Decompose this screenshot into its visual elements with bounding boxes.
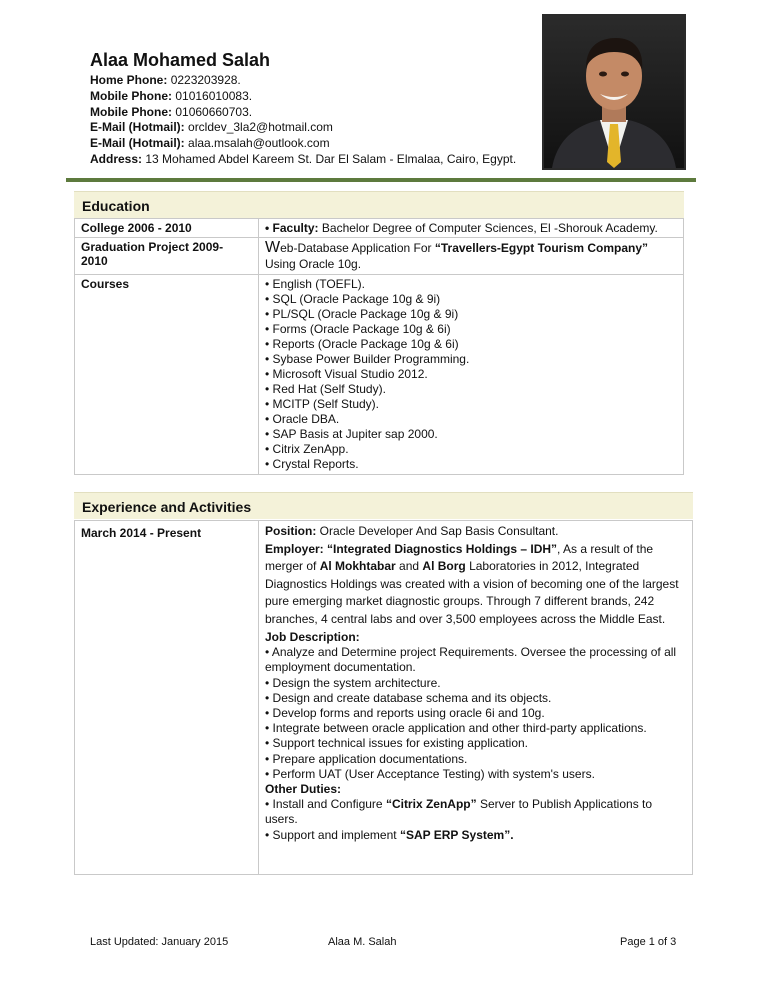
list-item: • Develop forms and reports using oracle 6i and 10g.: [265, 706, 545, 721]
email-label-1: E-Mail (Hotmail):: [90, 120, 185, 135]
experience-table: [74, 520, 693, 875]
mobile-phone-row-2: [90, 105, 516, 121]
mobile-phone-label-2: Mobile Phone:: [90, 104, 172, 119]
resume-name: Alaa Mohamed Salah: [90, 50, 271, 70]
profile-photo: [542, 14, 686, 170]
list-item: • Citrix ZenApp.: [265, 442, 349, 456]
project-years-end: 2010: [81, 254, 108, 268]
project-label-cell: [75, 238, 259, 275]
mobile-phone-value-1: 01016010083.: [175, 88, 253, 103]
faculty-label: • Faculty:: [265, 221, 319, 235]
other-1-b: “Citrix ZenApp”: [385, 797, 477, 812]
project-text-a: eb-Database Application For: [280, 241, 435, 255]
employer-label: Employer: “Integrated Diagnostics Holdings – IDH”: [265, 541, 558, 556]
list-item: [265, 828, 686, 843]
table-row: [75, 521, 693, 875]
address-value: 13 Mohamed Abdel Kareem St. Dar El Salam - Elmalaa, Cairo, Egypt.: [145, 151, 517, 166]
other-1-a: • Install and Configure: [265, 797, 386, 812]
mobile-phone-row-1: [90, 89, 516, 105]
mobile-phone-value-2: 01060660703.: [175, 104, 253, 119]
table-row: [75, 238, 684, 275]
header-divider: [66, 178, 696, 182]
list-item: • Prepare application documentations.: [265, 751, 468, 766]
list-item: • Perform UAT (User Acceptance Testing) with system's users.: [265, 766, 595, 781]
other-duties-label: [265, 782, 686, 797]
list-item: • SQL (Oracle Package 10g & 9i): [265, 292, 441, 306]
list-item: • English (TOEFL).: [265, 277, 366, 291]
mobile-phone-label-1: Mobile Phone:: [90, 88, 172, 103]
home-phone-value: 0223203928.: [170, 73, 241, 87]
table-row: [75, 219, 684, 238]
list-item: • Red Hat (Self Study).: [265, 382, 386, 396]
email-label-2: E-Mail (Hotmail):: [90, 136, 185, 151]
project-years-start: 2009-: [192, 240, 224, 254]
experience-section-title: Experience and Activities: [74, 492, 693, 519]
list-item: • Sybase Power Builder Programming.: [265, 352, 470, 366]
list-item: • Design the system architecture.: [265, 675, 441, 690]
list-item: • Crystal Reports.: [265, 457, 359, 471]
home-phone-row: [90, 73, 516, 89]
position-line: [265, 523, 686, 541]
al-borg: Al Borg: [422, 559, 466, 573]
employer-paragraph: [265, 541, 686, 629]
project-label: Graduation Project: [81, 240, 190, 254]
education-table: [74, 218, 684, 475]
position-label: Position:: [265, 524, 317, 538]
college-cell: College 2006 - 2010: [75, 219, 259, 238]
list-item: • Analyze and Determine project Requirements. Oversee the processing of all employment documentation.: [265, 645, 677, 675]
contact-block: [90, 73, 516, 168]
employer-text-1: , As a result of the merger of: [265, 541, 654, 573]
al-mokhtabar: Al Mokhtabar: [319, 559, 396, 573]
address-row: [90, 152, 516, 168]
list-item: • Reports (Oracle Package 10g & 6i): [265, 337, 459, 351]
table-row: [75, 275, 684, 475]
list-item: • Microsoft Visual Studio 2012.: [265, 367, 428, 381]
footer-author: Alaa M. Salah: [328, 936, 397, 948]
project-company: “Travellers-Egypt Tourism Company”: [434, 241, 649, 255]
and-word: and: [395, 559, 423, 573]
list-item: [265, 797, 686, 827]
project-text-b: Using Oracle 10g.: [265, 257, 362, 271]
period-cell: March 2014 - Present: [75, 521, 259, 875]
email-row-1: [90, 120, 516, 136]
job-description: [265, 630, 686, 843]
job-description-label: [265, 630, 686, 645]
list-item: • MCITP (Self Study).: [265, 397, 380, 411]
footer-page-number: Page 1 of 3: [620, 936, 677, 948]
home-phone-label: Home Phone:: [90, 73, 168, 87]
list-item: • Forms (Oracle Package 10g & 6i): [265, 322, 451, 336]
position-value: Oracle Developer And Sap Basis Consultant.: [319, 524, 559, 538]
list-item: • Support technical issues for existing application.: [265, 736, 529, 751]
list-item: • Design and create database schema and its objects.: [265, 690, 552, 705]
courses-cell: [259, 275, 684, 475]
list-item: • Integrate between oracle application and other third-party applications.: [265, 721, 647, 736]
address-label: Address:: [90, 151, 143, 166]
email-row-2: [90, 136, 516, 152]
other-2-b: “SAP ERP System”.: [399, 827, 514, 842]
email-value-2: alaa.msalah@outlook.com: [188, 136, 330, 151]
portrait-illustration: [544, 16, 684, 168]
education-section-title: Education: [74, 191, 684, 218]
other-1-c: Server to Publish Applications to users.: [265, 797, 653, 827]
faculty-cell: [259, 219, 684, 238]
faculty-value: Bachelor Degree of Computer Sciences, El -Shorouk Academy.: [321, 221, 658, 235]
list-item: • Oracle DBA.: [265, 412, 340, 426]
project-initial: W: [265, 239, 281, 256]
list-item: • SAP Basis at Jupiter sap 2000.: [265, 427, 438, 441]
experience-details-cell: [259, 521, 693, 875]
project-cell: [259, 238, 684, 275]
courses-label-cell: Courses: [75, 275, 259, 475]
other-duties-label-text: Other Duties:: [265, 782, 342, 797]
email-value-1: orcldev_3la2@hotmail.com: [188, 120, 333, 135]
other-2-a: • Support and implement: [265, 827, 400, 842]
job-description-label-text: Job Description:: [265, 630, 360, 644]
employer-text-2: Laboratories in 2012, Integrated Diagnostics Holdings was created with a vision of becoming one of the largest pure emerging market diagnostic groups. Through 7 different brands, 242 branches, 4 central labs and over 3,500 employees across the Middle East.: [265, 559, 679, 626]
footer-updated: Last Updated: January 2015: [90, 936, 229, 948]
list-item: • PL/SQL (Oracle Package 10g & 9i): [265, 307, 459, 321]
